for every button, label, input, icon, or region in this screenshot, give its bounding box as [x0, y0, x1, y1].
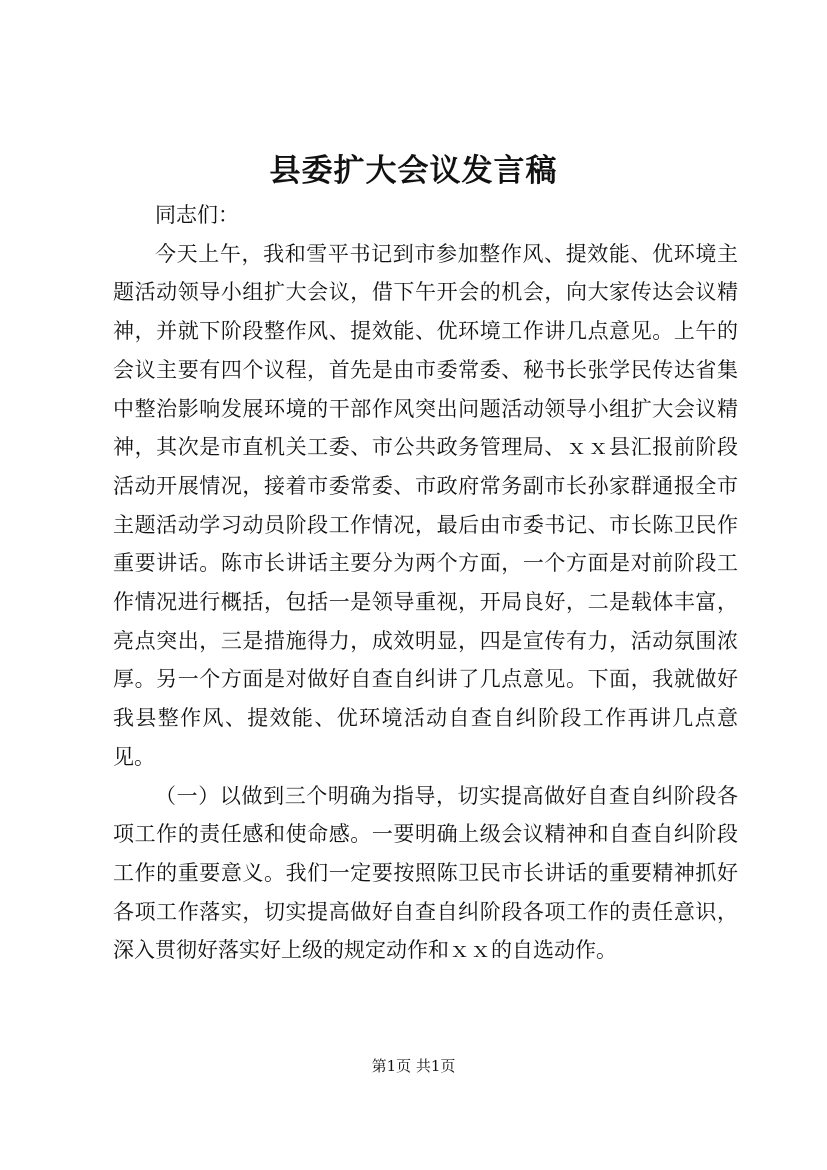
document-body [113, 196, 738, 970]
salutation: 同志们： [155, 203, 239, 227]
paragraph: （一）以做到三个明确为指导，切实提高做好自查自纠阶段各项工作的责任感和使命感。一要明确上级会议精神和自查自纠阶段工作的重要意义。我们一定要按照陈卫民市长讲话的重要精神抓好各项工作落实，切实提高做好自查自纠阶段各项工作的责任意识，深入贯彻好落实好上级的规定动作和ｘｘ的自选动作。 [113, 783, 738, 963]
page-footer: 第1页 共1页 [371, 1057, 456, 1075]
paragraph: 今天上午，我和雪平书记到市参加整作风、提效能、优环境主题活动领导小组扩大会议，借下午开会的机会，向大家传达会议精神，并就下阶段整作风、提效能、优环境工作讲几点意见。上午的会议主要有四个议程，首先是由市委常委、秘书长张学民传达省集中整治影响发展环境的干部作风突出问题活动领导小组扩大会议精神，其次是市直机关工委、市公共政务管理局、ｘｘ县汇报前阶段活动开展情况，接着市委常委、市政府常务副市长孙家群通报全市主题活动学习动员阶段工作情况，最后由市委书记、市长陈卫民作重要讲话。陈市长讲话主要分为两个方面，一个方面是对前阶段工作情况进行概括，包括一是领导重视，开局良好，二是载体丰富，亮点突出，三是措施得力，成效明显，四是宣传有力，活动氛围浓厚。另一个方面是对做好自查自纠讲了几点意见。下面，我就做好我县整作风、提效能、优环境活动自查自纠阶段工作再讲几点意见。 [113, 241, 738, 769]
document-title: 县委扩大会议发言稿 [269, 153, 558, 189]
